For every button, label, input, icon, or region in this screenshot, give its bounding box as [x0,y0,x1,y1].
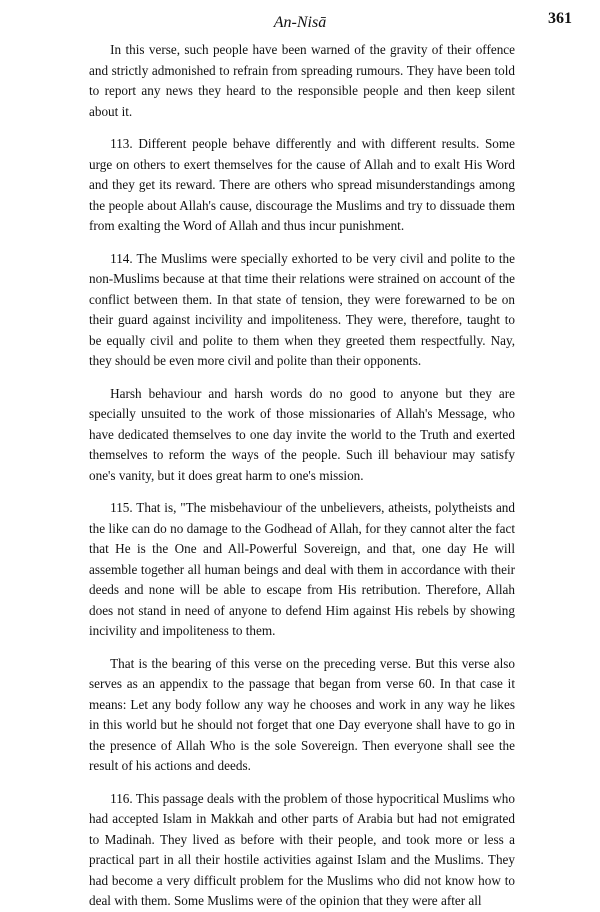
body-text [89,40,515,912]
page-number: 361 [548,10,572,27]
paragraph-intro: In this verse, such people have been warned of the gravity of their offence and strictly admonished to refrain from spreading rumours. They have been told to report any news they heard to the responsible people and then keep silent about it. [89,42,515,119]
paragraph-note-115-continued: That is the bearing of this verse on the preceding verse. But this verse also serves as an appendix to the passage that began from verse 60. In that case it means: Let any body follow any way he chooses and work in any way he likes in this world but he should not forget that one Day everyone shall have to go in the presence of Allah Who is the sole Sovereign. Then everyone shall see the result of his actions and deeds. [89,655,515,773]
paragraph-note-114: 114. The Muslims were specially exhorted to be very civil and polite to the non-Muslims because at that time their relations were strained on account of the conflict between them. In that state of tension, they were forewarned to be on their guard against incivility and impoliteness. They were, therefore, taught to be equally civil and polite to them when they greeted them respectfully. Nay, they should be even more civil and polite than their opponents. [89,250,515,368]
paragraph-note-116: 116. This passage deals with the problem of those hypocritical Muslims who had accepted Islam in Makkah and other parts of Arabia but had not emigrated to Madinah. They lived as before with their people, and took more or less a practical part in all their hostile activities against Islam and the Muslims. They had become a very difficult problem for the Muslims who did not know how to deal with them. Some Muslims were of the opinion that they were after all [89,790,515,908]
paragraph-note-113: 113. Different people behave differently and with different results. Some urge on others to exert themselves for the cause of Allah and to exalt His Word and they get its reward. There are others who spread misunderstandings among the people about Allah's cause, discourage the Muslims and try to dissuade them from exalting the Word of Allah and thus incur punishment. [89,136,515,233]
paragraph-note-114-continued: Harsh behaviour and harsh words do no good to anyone but they are specially unsuited to the work of those missionaries of Allah's Message, who have dedicated themselves to one day invite the world to the Truth and exerted themselves to reform the ways of the people. Such ill behaviour may satisfy one's vanity, but it does great harm to one's mission. [89,385,515,483]
running-header-title: An-Nisā [273,14,327,31]
paragraph-note-115: 115. That is, "The misbehaviour of the unbelievers, atheists, polytheists and the like can do no damage to the Godhead of Allah, for they cannot alter the fact that He is the One and All-Powerful Sovereign, and that, one day He will assemble together all human beings and deal with them in accordance with their deeds and none will be able to escape from His retribution. Therefore, Allah does not stand in need of anyone to defend Him against His rebels by showing incivility and impoliteness to them. [89,500,515,638]
